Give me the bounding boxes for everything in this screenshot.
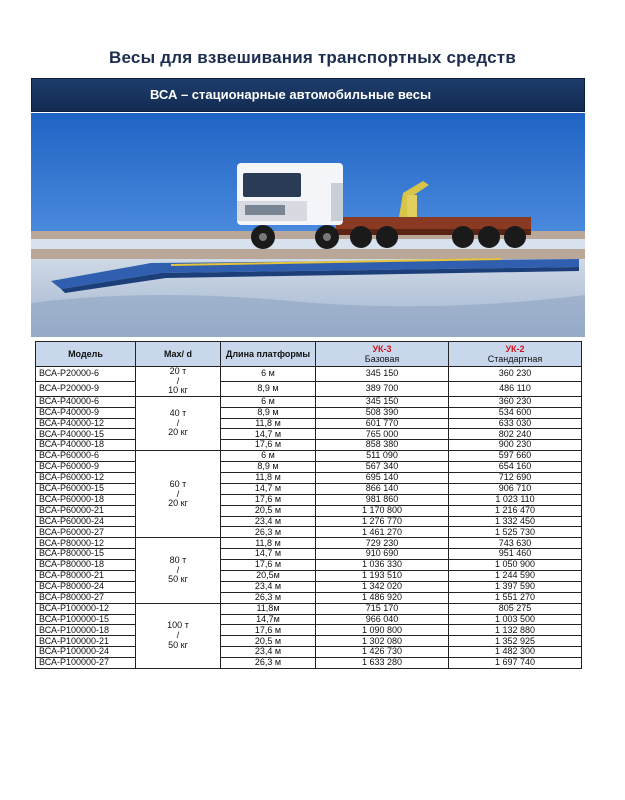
cell-model: ВСА-Р60000-18 [36,494,136,505]
cell-model: ВСА-Р60000-24 [36,516,136,527]
cell-price-uk3: 858 380 [316,440,449,451]
cell-model: ВСА-Р40000-12 [36,418,136,429]
cell-price-uk2: 1 525 730 [449,527,582,538]
table-row [36,571,582,582]
cell-price-uk2: 360 230 [449,367,582,382]
cell-price-uk3: 1 302 080 [316,636,449,647]
cell-length: 11,8 м [221,538,316,549]
column-header-max: Max/ d [136,342,221,367]
cell-price-uk2: 654 160 [449,462,582,473]
table-row [36,658,582,669]
table-row [36,440,582,451]
cell-price-uk3: 508 390 [316,407,449,418]
capacity-line: / [176,375,180,386]
cell-price-uk2: 597 660 [449,451,582,462]
table-row [36,516,582,527]
cell-length: 8,9 м [221,407,316,418]
cell-length: 11,8 м [221,473,316,484]
uk2-sublabel: Стандартная [487,354,543,364]
cell-length: 20,5м [221,571,316,582]
cell-price-uk3: 715 170 [316,603,449,614]
capacity-line: 20 т [169,366,187,376]
cell-price-uk3: 981 860 [316,494,449,505]
cell-length: 14,7 м [221,483,316,494]
cell-model: ВСА-Р20000-6 [36,367,136,382]
cell-length: 23,4 м [221,516,316,527]
cell-price-uk2: 1 397 590 [449,581,582,592]
table-header-row [36,342,582,367]
cell-price-uk3: 910 690 [316,549,449,560]
capacity-line: / [176,417,180,428]
table-row [36,603,582,614]
cell-length: 6 м [221,367,316,382]
cell-price-uk2: 1 244 590 [449,571,582,582]
cell-model: ВСА-Р100000-15 [36,614,136,625]
cell-price-uk3: 966 040 [316,614,449,625]
cell-model: ВСА-Р80000-24 [36,581,136,592]
cell-model: ВСА-Р80000-18 [36,560,136,571]
capacity-line: / [176,564,180,575]
cell-price-uk3: 1 486 920 [316,592,449,603]
cell-price-uk3: 1 633 280 [316,658,449,669]
cell-length: 20,5 м [221,636,316,647]
cell-model: ВСА-Р40000-6 [36,396,136,407]
cell-price-uk2: 1 023 110 [449,494,582,505]
table-row [36,381,582,396]
cell-price-uk2: 486 110 [449,381,582,396]
cell-price-uk2: 633 030 [449,418,582,429]
cell-price-uk2: 1 697 740 [449,658,582,669]
cell-price-uk2: 1 551 270 [449,592,582,603]
page-title: Весы для взвешивания транспортных средств [109,48,516,67]
cell-length: 6 м [221,396,316,407]
capacity-line: 100 т [167,620,189,631]
cell-model: ВСА-Р60000-21 [36,505,136,516]
capacity-line: 20 кг [168,498,188,509]
cell-price-uk3: 1 461 270 [316,527,449,538]
cell-length: 20,5 м [221,505,316,516]
price-table [35,341,582,669]
table-body [36,367,582,669]
cell-model: ВСА-Р80000-12 [36,538,136,549]
cell-model: ВСА-Р40000-9 [36,407,136,418]
uk2-label: УК-2 [505,344,525,354]
cell-price-uk3: 345 150 [316,367,449,382]
cell-capacity [136,451,221,538]
cell-capacity [136,603,221,668]
cell-model: ВСА-Р20000-9 [36,381,136,396]
cell-price-uk3: 389 700 [316,381,449,396]
cell-price-uk3: 866 140 [316,483,449,494]
cell-price-uk3: 1 276 770 [316,516,449,527]
capacity-line: 20 кг [168,427,188,438]
column-header-uk2 [449,342,582,367]
uk3-label: УК-3 [372,344,392,354]
table-row [36,483,582,494]
table-row [36,473,582,484]
cell-model: ВСА-Р100000-21 [36,636,136,647]
cell-length: 17,6 м [221,560,316,571]
cell-length: 11,8м [221,603,316,614]
cell-length: 17,6 м [221,625,316,636]
cell-price-uk3: 567 340 [316,462,449,473]
cell-price-uk2: 360 230 [449,396,582,407]
table-row [36,647,582,658]
cell-model: ВСА-Р100000-24 [36,647,136,658]
capacity-line: 60 т [169,478,187,489]
cell-price-uk2: 743 630 [449,538,582,549]
cell-model: ВСА-Р100000-12 [36,603,136,614]
table-row [36,418,582,429]
cell-price-uk2: 1 003 500 [449,614,582,625]
cell-price-uk2: 534 600 [449,407,582,418]
cell-price-uk2: 906 710 [449,483,582,494]
cell-length: 14,7 м [221,549,316,560]
cell-length: 8,9 м [221,462,316,473]
cell-length: 17,6 м [221,494,316,505]
table-row [36,451,582,462]
cell-length: 6 м [221,451,316,462]
cell-length: 23,4 м [221,647,316,658]
table-row [36,462,582,473]
cell-price-uk3: 1 170 800 [316,505,449,516]
section-banner [31,78,585,112]
cell-capacity [136,367,221,397]
capacity-line: 40 т [169,408,187,419]
cell-price-uk3: 765 000 [316,429,449,440]
table-row [36,505,582,516]
cell-price-uk3: 695 140 [316,473,449,484]
capacity-line: / [176,630,180,641]
cell-price-uk2: 900 230 [449,440,582,451]
cell-capacity [136,396,221,450]
cell-price-uk2: 1 352 925 [449,636,582,647]
table-row [36,407,582,418]
cell-price-uk2: 805 275 [449,603,582,614]
table-row [36,527,582,538]
cell-model: ВСА-Р80000-21 [36,571,136,582]
cell-capacity [136,538,221,603]
column-header-model: Модель [36,342,136,367]
cell-price-uk2: 1 482 300 [449,647,582,658]
cell-price-uk3: 345 150 [316,396,449,407]
cell-price-uk3: 1 036 330 [316,560,449,571]
cell-model: ВСА-Р60000-9 [36,462,136,473]
cell-price-uk2: 1 132 880 [449,625,582,636]
table-row [36,494,582,505]
uk3-sublabel: Базовая [364,354,400,364]
cell-price-uk3: 601 770 [316,418,449,429]
cell-model: ВСА-Р60000-15 [36,483,136,494]
cell-model: ВСА-Р60000-12 [36,473,136,484]
cell-price-uk3: 1 426 730 [316,647,449,658]
table-row [36,429,582,440]
cell-price-uk2: 1 050 900 [449,560,582,571]
cell-length: 14,7 м [221,429,316,440]
cell-length: 26,3 м [221,527,316,538]
cell-length: 26,3 м [221,658,316,669]
cell-price-uk3: 1 090 800 [316,625,449,636]
cell-length: 11,8 м [221,418,316,429]
capacity-line: 50 кг [168,574,188,585]
table-row [36,614,582,625]
table-row [36,367,582,382]
cell-price-uk3: 729 230 [316,538,449,549]
table-row [36,560,582,571]
cell-model: ВСА-Р100000-27 [36,658,136,669]
cell-length: 17,6 м [221,440,316,451]
cell-model: ВСА-Р40000-18 [36,440,136,451]
column-header-length: Длина платформы [221,342,316,367]
cell-price-uk2: 951 460 [449,549,582,560]
cell-model: ВСА-Р100000-18 [36,625,136,636]
cell-length: 14,7м [221,614,316,625]
cell-price-uk3: 511 090 [316,451,449,462]
table-row [36,549,582,560]
cell-price-uk3: 1 193 510 [316,571,449,582]
column-header-uk3 [316,342,449,367]
cell-model: ВСА-Р80000-15 [36,549,136,560]
cell-length: 8,9 м [221,381,316,396]
capacity-line: 50 кг [168,639,188,650]
cell-price-uk2: 1 332 450 [449,516,582,527]
table-row [36,625,582,636]
cell-price-uk3: 1 342 020 [316,581,449,592]
cell-price-uk2: 712 690 [449,473,582,484]
cell-price-uk2: 802 240 [449,429,582,440]
cell-model: ВСА-Р60000-6 [36,451,136,462]
cell-length: 26,3 м [221,592,316,603]
banner-title: ВСА – стационарные автомобильные весы [150,87,432,102]
cell-length: 23,4 м [221,581,316,592]
cell-model: ВСА-Р40000-15 [36,429,136,440]
cell-model: ВСА-Р80000-27 [36,592,136,603]
cell-model: ВСА-Р60000-27 [36,527,136,538]
table-row [36,592,582,603]
table-row [36,396,582,407]
truck-on-scale-photo [31,113,585,337]
table-row [36,538,582,549]
capacity-line: 10 кг [168,385,188,396]
cell-price-uk2: 1 216 470 [449,505,582,516]
capacity-line: / [176,488,180,499]
table-row [36,636,582,647]
capacity-line: 80 т [169,555,187,566]
table-row [36,581,582,592]
